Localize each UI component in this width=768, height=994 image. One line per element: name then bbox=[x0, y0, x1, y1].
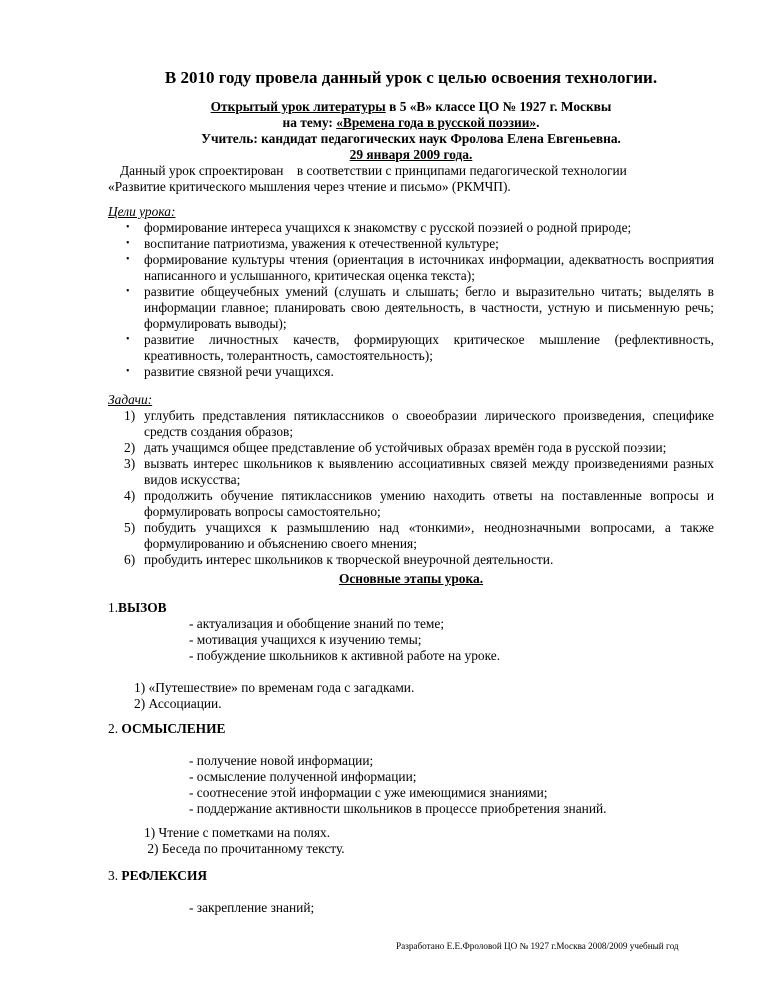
list-item: • развитие связной речи учащихся. bbox=[126, 364, 334, 379]
list-item: 1) Чтение с пометками на полях. bbox=[144, 825, 331, 840]
list-item: • развитие общеучебных умений (слушать и слышать; бегло и выразительно читать; выделять в информации главное; планировать свою деятельность, в частности, устную и письменную речь; формулировать выводы); bbox=[126, 284, 714, 331]
stage-2-points bbox=[189, 753, 607, 817]
list-item: 4) продолжить обучение пятиклассников умению находить ответы на поставленные вопросы и формулировать вопросы самостоятельно; bbox=[124, 488, 714, 519]
list-item: - поддержание активности школьников в процессе приобретения знаний. bbox=[189, 801, 607, 816]
goals-label: Цели урока: bbox=[108, 204, 176, 219]
stage-2-heading: 2. ОСМЫСЛЕНИЕ bbox=[108, 721, 226, 736]
list-item: - закрепление знаний; bbox=[189, 900, 315, 915]
list-number: 2) bbox=[124, 440, 136, 455]
list-number: 5) bbox=[124, 520, 136, 535]
list-item: • воспитание патриотизма, уважения к отечественной культуре; bbox=[126, 236, 499, 251]
stage-2-name: ОСМЫСЛЕНИЕ bbox=[121, 721, 226, 736]
stage-2-activities bbox=[144, 825, 345, 857]
stage-1-points bbox=[189, 616, 500, 664]
list-item: 1) «Путешествие» по временам года с загадками. bbox=[134, 680, 415, 695]
intro-line-1: Данный урок спроектирован в соответствии с принципами педагогической технологии bbox=[120, 163, 627, 178]
header-date: 29 января 2009 года. bbox=[349, 147, 473, 162]
header-topic: «Времена года в русской поэзии» bbox=[336, 115, 537, 130]
stage-1-activities bbox=[134, 680, 414, 712]
header-topic-prefix: на тему: bbox=[282, 115, 337, 130]
bullet-icon: • bbox=[126, 286, 130, 297]
list-item: 3) вызвать интерес школьников к выявлению ассоциативных связей между произведениями разных видов искусства; bbox=[124, 456, 714, 487]
list-number: 3) bbox=[124, 456, 136, 471]
list-item: 2) Ассоциации. bbox=[134, 696, 222, 711]
stage-1-name: ВЫЗОВ bbox=[118, 600, 167, 615]
list-number: 4) bbox=[124, 488, 136, 503]
stage-3-heading: 3. РЕФЛЕКСИЯ bbox=[108, 868, 208, 883]
list-item: 2) Беседа по прочитанному тексту. bbox=[144, 841, 345, 856]
header-line-2 bbox=[108, 115, 714, 131]
list-item: - побуждение школьников к активной работе на уроке. bbox=[189, 648, 501, 663]
header-lesson-type: Открытый урок литературы bbox=[210, 99, 386, 114]
tasks-list bbox=[108, 408, 714, 568]
bullet-icon: • bbox=[126, 334, 130, 345]
tasks-label: Задачи: bbox=[108, 392, 153, 407]
page-footer: Разработано Е.Е.Фроловой ЦО № 1927 г.Москва 2008/2009 учебный год bbox=[396, 941, 679, 951]
list-item: 5) побудить учащихся к размышлению над «тонкими», неоднозначными вопросами, а также формулированию и объяснению своего мнения; bbox=[124, 520, 714, 551]
stage-3-name: РЕФЛЕКСИЯ bbox=[121, 868, 208, 883]
bullet-icon: • bbox=[126, 366, 130, 377]
list-item: - осмысление полученной информации; bbox=[189, 769, 417, 784]
bullet-icon: • bbox=[126, 254, 130, 265]
stage-3-points bbox=[189, 900, 314, 916]
lesson-header bbox=[108, 99, 714, 163]
list-item: - мотивация учащихся к изучению темы; bbox=[189, 632, 422, 647]
tasks-section bbox=[108, 392, 714, 568]
document-title: В 2010 году провела данный урок с целью освоения технологии. bbox=[164, 68, 658, 87]
stage-1-heading: 1.ВЫЗОВ bbox=[108, 600, 167, 615]
bullet-icon: • bbox=[126, 238, 130, 249]
list-item: • развитие личностных качеств, формирующих критическое мышление (рефлективность, креативность, толерантность, самостоятельность); bbox=[126, 332, 714, 363]
list-item: - актуализация и обобщение знаний по теме; bbox=[189, 616, 445, 631]
header-class-school: в 5 «В» классе ЦО № 1927 г. Москвы bbox=[385, 99, 612, 114]
list-number: 6) bbox=[124, 552, 136, 567]
list-item: - получение новой информации; bbox=[189, 753, 374, 768]
header-teacher: Учитель: кандидат педагогических наук Фролова Елена Евгеньевна. bbox=[201, 131, 621, 146]
intro-paragraph bbox=[108, 163, 714, 195]
list-item: 1) углубить представления пятиклассников о своеобразии лирического произведения, специфике средств создания образов; bbox=[124, 408, 714, 439]
intro-line-2: «Развитие критического мышления через чтение и письмо» (РКМЧП). bbox=[108, 179, 511, 194]
header-topic-suffix: . bbox=[536, 115, 540, 130]
stages-heading: Основные этапы урока. bbox=[338, 571, 484, 586]
list-item: • формирование культуры чтения (ориентация в источниках информации, адекватность восприятия написанного и услышанного, критическая оценка текста); bbox=[126, 252, 714, 283]
goals-list bbox=[108, 220, 714, 380]
goals-section bbox=[108, 204, 714, 380]
list-item: - соотнесение этой информации с уже имеющимися знаниями; bbox=[189, 785, 548, 800]
list-item: • формирование интереса учащихся к знакомству с русской поэзией о родной природе; bbox=[126, 220, 632, 235]
list-item: 2) дать учащимся общее представление об устойчивых образах времён года в русской поэзии; bbox=[124, 440, 667, 455]
header-line-1 bbox=[108, 99, 714, 115]
list-item: 6) пробудить интерес школьников к творческой внеурочной деятельности. bbox=[124, 552, 554, 567]
list-number: 1) bbox=[124, 408, 136, 423]
bullet-icon: • bbox=[126, 222, 130, 233]
